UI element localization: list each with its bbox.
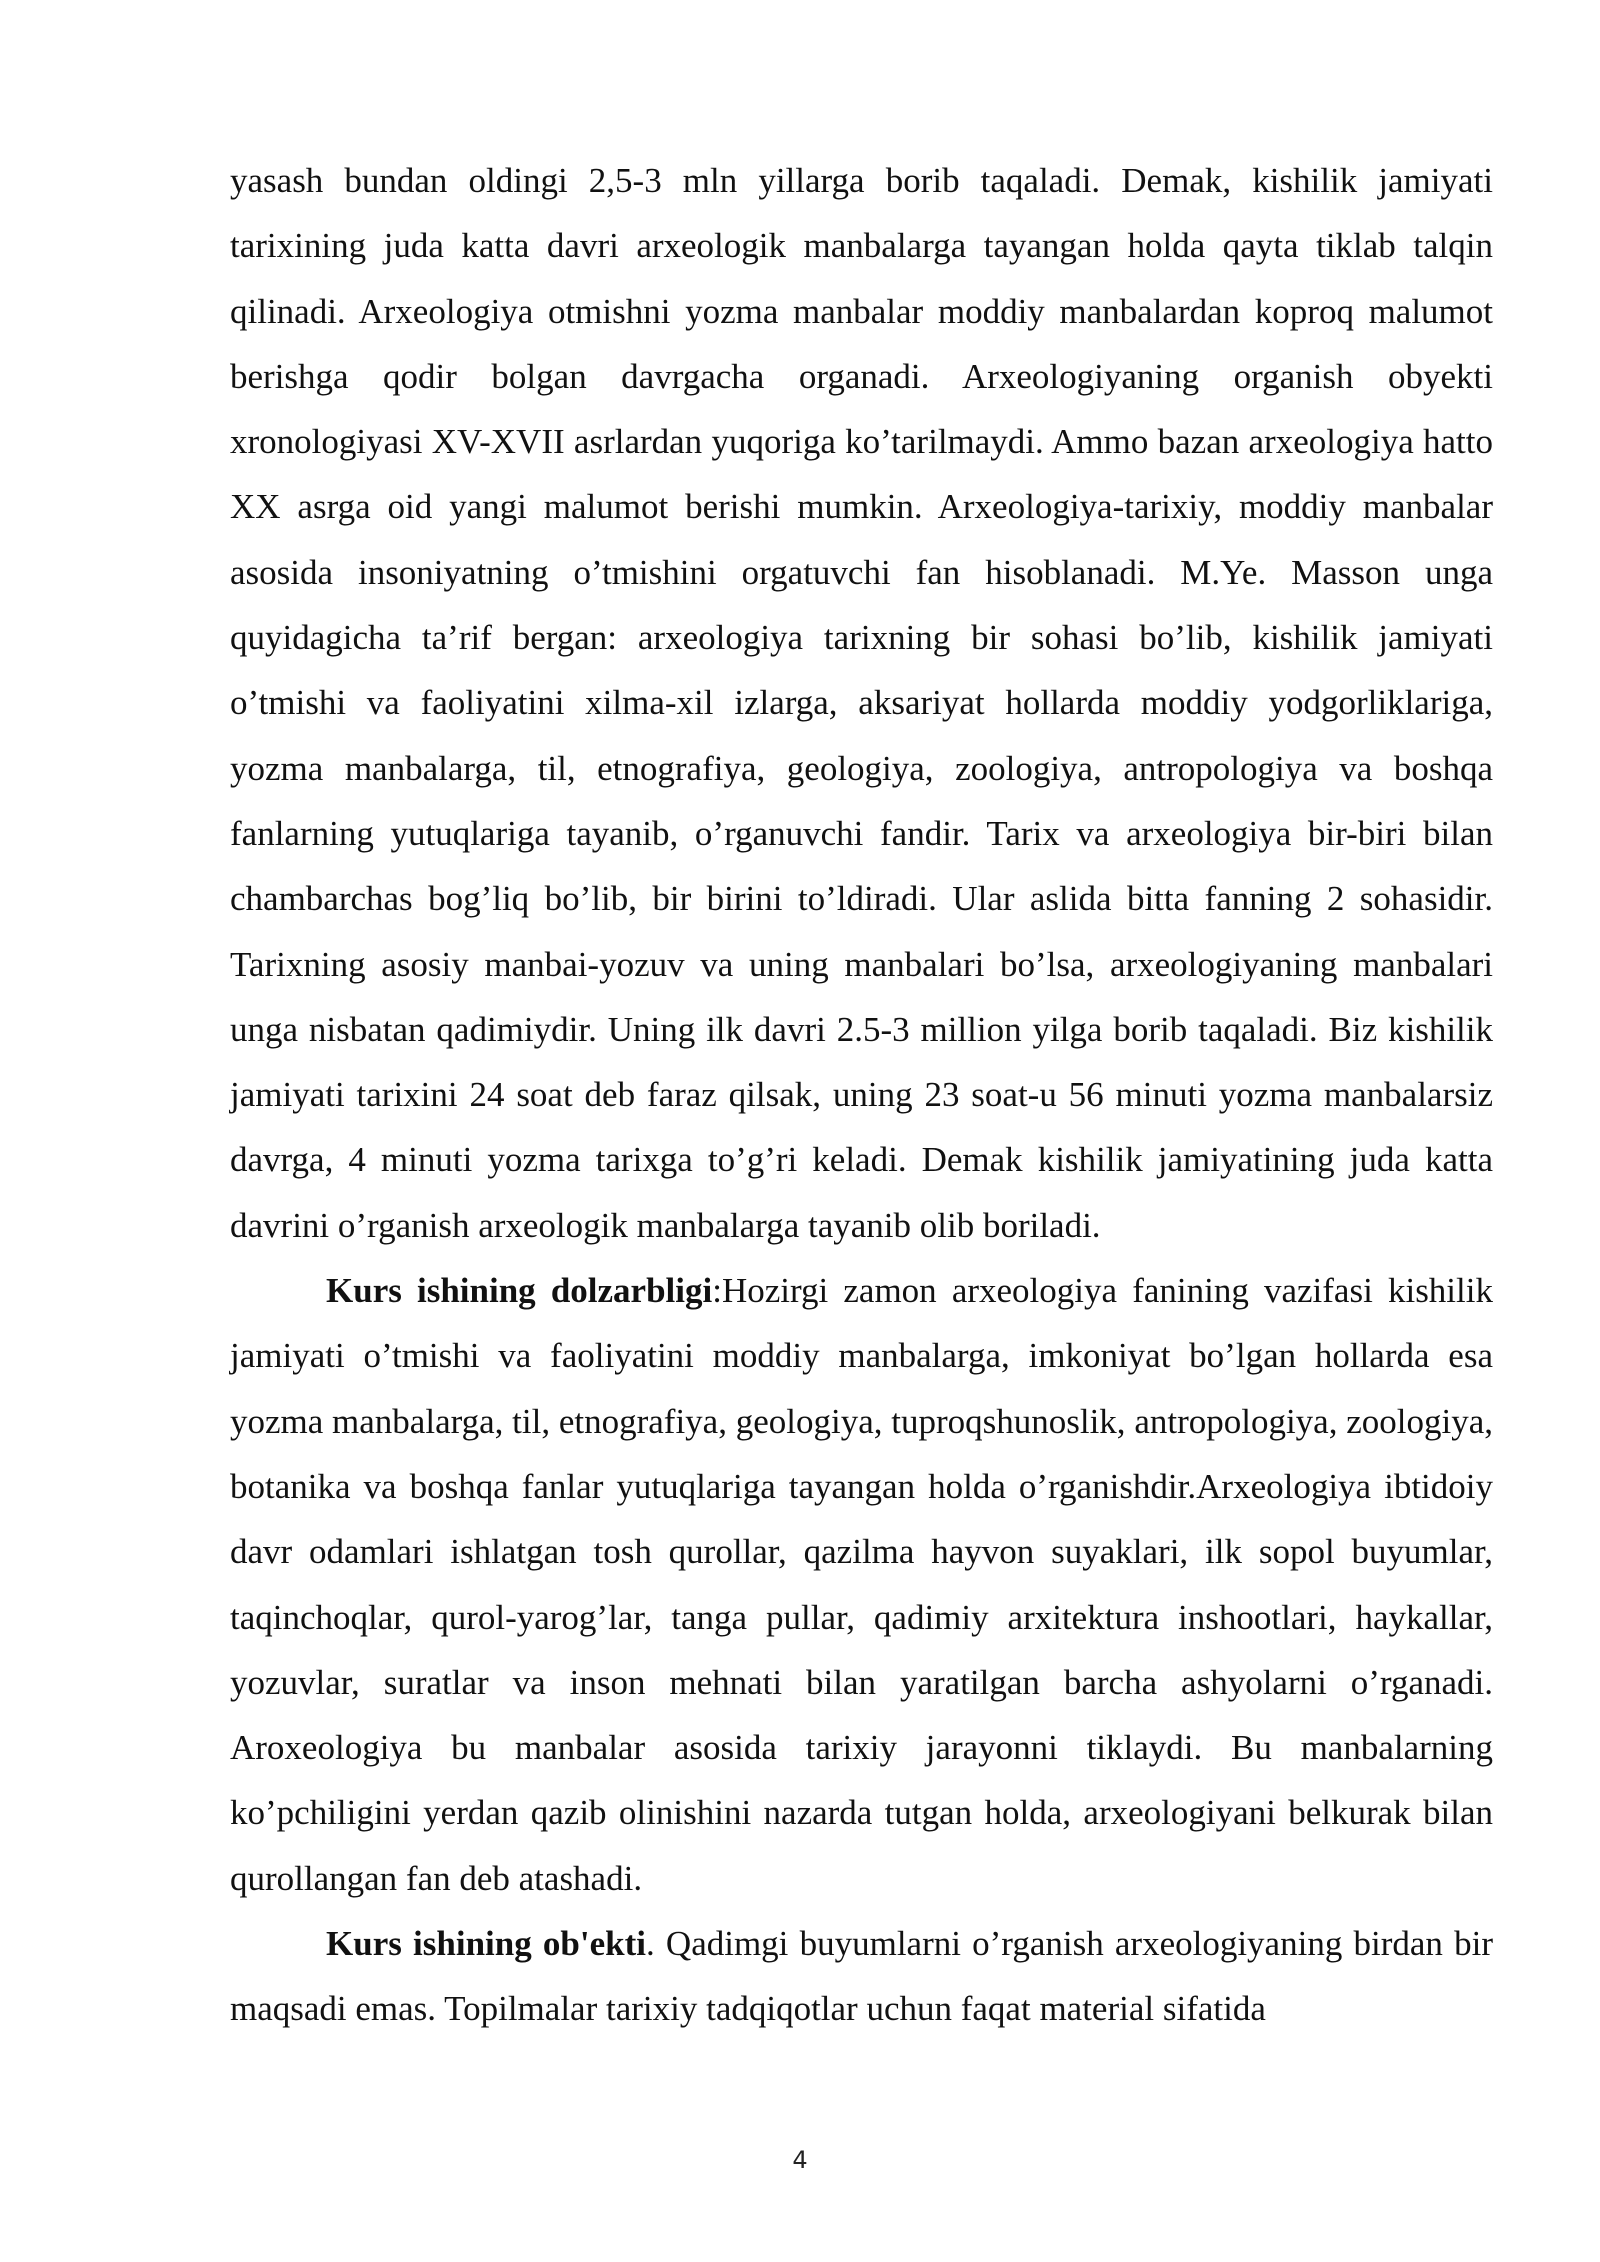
paragraph-text: yasash bundan oldingi 2,5-3 mln yillarga borib taqaladi. Demak, kishilik jamiyati tarixining juda katta davri arxeologik manbalarga tayangan holda qayta tiklab talqin qilinadi. Arxeologiya otmishni yozma manbalar moddiy manbalardan koproq malumot berishga qodir bolgan davrgacha organadi. Arxeologiyaning organish obyekti xronologiyasi XV-XVII asrlardan yuqoriga ko’tarilmaydi. Ammo bazan arxeologiya hatto XX asrga oid yangi malumot berishi mumkin. Arxeologiya-tarixiy, moddiy manbalar asosida insoniyatning o’tmishini orgatuvchi fan hisoblanadi. M.Ye. Masson unga quyidagicha ta’rif bergan: arxeologiya tarixning bir sohasi bo’lib, kishilik jamiyati o’tmishi va faoliyatini xilma-xil izlarga, aksariyat hollarda moddiy yodgorliklariga, yozma manbalarga, til, etnografiya, geologiya, zoologiya, antropologiya va boshqa fanlarning yutuqlariga tayanib, o’rganuvchi fandir. Tarix va arxeologiya bir-biri bilan chambarchas bog’liq bo’lib, bir birini to’ldiradi. Ular aslida bitta fanning 2 sohasidir. Tarixning asosiy manbai-yozuv va uning manbalari bo’lsa, arxeologiyaning manbalari unga nisbatan qadimiydir. Uning ilk davri 2.5-3 million yilga borib taqaladi. Biz kishilik jamiyati tarixini 24 soat deb faraz qilsak, uning 23 soat-u 56 minuti yozma manbalarsiz davrga, 4 minuti yozma tarixga to’g’ri keladi. Demak kishilik jamiyatining juda katta davrini o’rganish arxeologik manbalarga tayanib olib boriladi. — [230, 161, 1493, 1245]
paragraph-continuation — [230, 148, 1493, 1258]
paragraph-text: . Qadimgi buyumlarni o’rganish arxeologiyaning birdan bir maqsadi emas. Topilmalar tarixiy tadqiqotlar uchun faqat material sifatida — [230, 1924, 1493, 2029]
page-body — [230, 148, 1493, 2042]
paragraph-object — [230, 1911, 1493, 2042]
inline-heading-object: Kurs ishining ob'ekti — [326, 1924, 646, 1964]
paragraph-relevance — [230, 1258, 1493, 1911]
inline-heading-relevance: Kurs ishining dolzarbligi — [326, 1271, 713, 1311]
page-number: 4 — [792, 2146, 808, 2174]
paragraph-text: :Hozirgi zamon arxeologiya fanining vazifasi kishilik jamiyati o’tmishi va faoliyatini moddiy manbalarga, imkoniyat bo’lgan hollarda esa yozma manbalarga, til, etnografiya, geologiya, tuproqshunoslik, antropologiya, zoologiya, botanika va boshqa fanlar yutuqlariga tayangan holda o’rganishdir.Arxeologiya ibtidoiy davr odamlari ishlatgan tosh qurollar, qazilma hayvon suyaklari, ilk sopol buyumlar, taqinchoqlar, qurol-yarog’lar, tanga pullar, qadimiy arxitektura inshootlari, haykallar, yozuvlar, suratlar va inson mehnati bilan yaratilgan barcha ashyolarni o’rganadi. Aroxeologiya bu manbalar asosida tarixiy jarayonni tiklaydi. Bu manbalarning ko’pchiligini yerdan qazib olinishini nazarda tutgan holda, arxeologiyani belkurak bilan qurollangan fan deb atashadi. — [230, 1271, 1493, 1898]
